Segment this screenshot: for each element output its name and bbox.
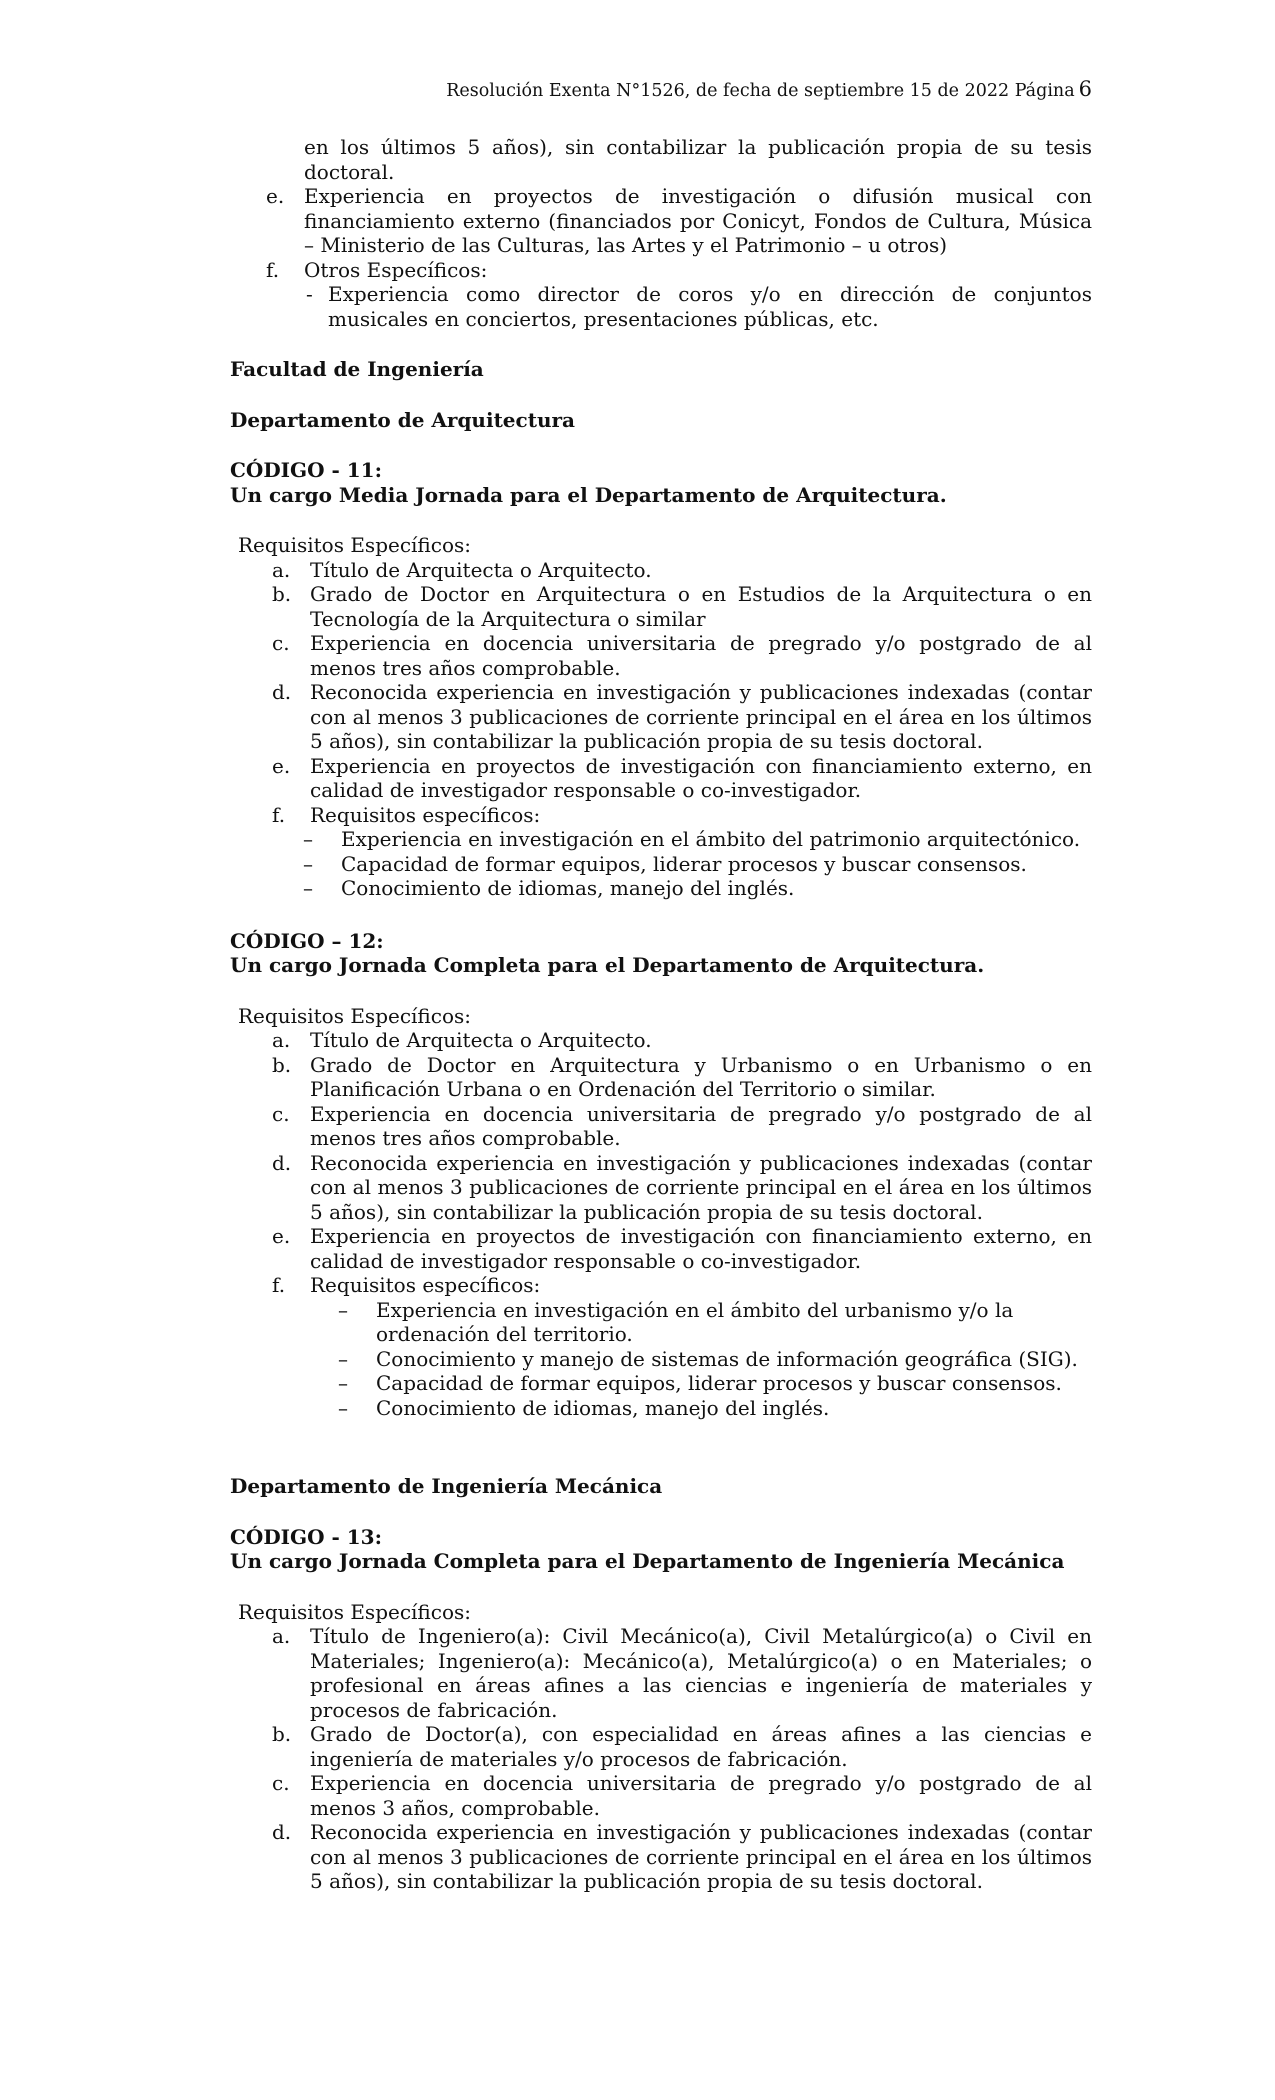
list-marker: e.: [272, 1224, 291, 1248]
list-marker: e.: [266, 184, 285, 208]
list-item: [230, 1371, 1092, 1396]
continuation-paragraph: en los últimos 5 años), sin contabilizar la publicación propia de su tesis doctoral.: [304, 135, 1092, 184]
list-marker: c.: [272, 631, 290, 655]
list-marker: b.: [272, 1052, 292, 1077]
list-marker: f.: [272, 802, 286, 827]
list-item: [230, 1053, 1092, 1102]
list-text: Conocimiento de idiomas, manejo del inglés.: [376, 1395, 830, 1420]
list-text: Grado de Doctor(a), con especialidad en áreas afines a las ciencias e ingeniería de materiales y/o procesos de fabricación.: [310, 1722, 1092, 1771]
list-text: Requisitos específicos:: [310, 1273, 541, 1297]
list-text: Capacidad de formar equipos, liderar procesos y buscar consensos.: [376, 1371, 1062, 1395]
list-marker: d.: [272, 680, 292, 704]
list-marker: a.: [272, 1028, 291, 1052]
position-title: Un cargo Media Jornada para el Departamento de Arquitectura.: [230, 482, 947, 507]
department-heading: Departamento de Ingeniería Mecánica: [230, 1474, 663, 1498]
list-item: [230, 803, 1092, 828]
requirements-label: Requisitos Específicos:: [238, 533, 472, 557]
list-item: [230, 852, 1092, 877]
list-text: Otros Específicos:: [304, 257, 488, 282]
list-marker: –: [303, 876, 313, 900]
position-title: Un cargo Jornada Completa para el Departamento de Arquitectura.: [230, 953, 985, 977]
list-marker: –: [303, 827, 313, 851]
list-marker: f.: [272, 1273, 286, 1297]
list-marker: a.: [272, 1624, 291, 1648]
list-item: [230, 1722, 1092, 1771]
list-item: [230, 1820, 1092, 1894]
list-text: Experiencia en proyectos de investigación o difusión musical con financiamiento externo (financiados por Conicyt, Fondos de Cultura, Música – Ministerio de las Culturas, las Artes y el Patrimonio – u otros): [304, 184, 1092, 257]
list-text: Experiencia en investigación en el ámbito del patrimonio arquitectónico.: [341, 827, 1081, 851]
list-text: Reconocida experiencia en investigación y publicaciones indexadas (contar con al menos 3 publicaciones de corriente principal en el área en los últimos 5 años), sin contabilizar la publicación propia de su tesis doctoral.: [310, 1820, 1092, 1893]
department-heading: Departamento de Arquitectura: [230, 407, 575, 432]
list-text: Experiencia en docencia universitaria de pregrado y/o postgrado de al menos tres años comprobable.: [310, 631, 1092, 680]
code-heading: CÓDIGO – 12:: [230, 928, 384, 953]
list-item: [230, 1771, 1092, 1820]
list-text: Experiencia en docencia universitaria de pregrado y/o postgrado de al menos tres años comprobable.: [310, 1101, 1092, 1150]
list-text: Grado de Doctor en Arquitectura y Urbanismo o en Urbanismo o en Planificación Urbana o en Ordenación del Territorio o similar.: [310, 1052, 1092, 1101]
list-item: [230, 827, 1092, 852]
requirements-label: Requisitos Específicos:: [238, 1003, 472, 1028]
list-text: Experiencia como director de coros y/o en dirección de conjuntos musicales en conciertos, presentaciones públicas, etc.: [328, 282, 1092, 331]
list-marker: e.: [272, 753, 291, 778]
requirements-list: [230, 558, 1092, 901]
list-text: Capacidad de formar equipos, liderar procesos y buscar consensos.: [341, 851, 1027, 876]
list-item: [230, 876, 1092, 901]
page-number: 6: [1078, 77, 1092, 101]
list-text: Requisitos específicos:: [310, 802, 541, 827]
requirements-list: [230, 1624, 1092, 1894]
list-text: Experiencia en investigación en el ámbito del urbanismo y/o la ordenación del territorio.: [376, 1297, 1014, 1346]
list-item: [230, 754, 1092, 803]
list-marker: c.: [272, 1101, 290, 1126]
code-heading: CÓDIGO - 11:: [230, 458, 382, 482]
list-text: Experiencia en docencia universitaria de pregrado y/o postgrado de al menos 3 años, comprobable.: [310, 1771, 1092, 1820]
list-item: [230, 1396, 1092, 1421]
page-header: [446, 77, 1092, 104]
list-text: Título de Arquitecta o Arquitecto.: [310, 1028, 652, 1052]
list-marker: a.: [272, 557, 291, 582]
list-marker: –: [338, 1297, 348, 1322]
list-item: [230, 1347, 1092, 1372]
list-text: Conocimiento de idiomas, manejo del inglés.: [341, 876, 795, 900]
faculty-heading: Facultad de Ingeniería: [230, 357, 484, 381]
list-marker: d.: [272, 1820, 292, 1844]
page-content: [230, 135, 1092, 1894]
list-marker: –: [338, 1395, 348, 1420]
list-marker: –: [303, 851, 313, 876]
requirements-list: [230, 1028, 1092, 1420]
list-item: [230, 1624, 1092, 1722]
requirements-label: Requisitos Específicos:: [238, 1599, 472, 1624]
header-text: Resolución Exenta N°1526, de fecha de septiembre 15 de 2022 Página: [446, 81, 1075, 101]
list-text: Experiencia en proyectos de investigación con financiamiento externo, en calidad de investigador responsable o co-investigador.: [310, 753, 1092, 802]
list-item: [230, 1224, 1092, 1273]
list-item: [230, 582, 1092, 631]
list-item: [230, 558, 1092, 583]
list-text: Experiencia en proyectos de investigación con financiamiento externo, en calidad de investigador responsable o co-investigador.: [310, 1224, 1092, 1273]
list-text: Grado de Doctor en Arquitectura o en Estudios de la Arquitectura o en Tecnología de la Arquitectura o similar: [310, 582, 1092, 631]
list-marker: b.: [272, 1722, 292, 1746]
list-marker: b.: [272, 582, 292, 606]
list-item: [230, 1273, 1092, 1298]
list-text: Título de Ingeniero(a): Civil Mecánico(a), Civil Metalúrgico(a) o Civil en Materiales; Ingeniero(a): Mecánico(a), Metalúrgico(a) o en Materiales; o profesional en áreas afines a las ciencias e ingeniería de materiales y procesos de fabricación.: [310, 1624, 1092, 1722]
list-item: [230, 1102, 1092, 1151]
list-marker: d.: [272, 1150, 292, 1175]
list-item: [230, 282, 1092, 331]
list-item: [230, 1298, 1092, 1347]
list-item: [230, 258, 1092, 283]
position-title: Un cargo Jornada Completa para el Departamento de Ingeniería Mecánica: [230, 1549, 1065, 1573]
list-marker: c.: [272, 1771, 290, 1795]
list-marker: f.: [266, 257, 280, 282]
list-item: [230, 680, 1092, 754]
list-item: [230, 1028, 1092, 1053]
list-item: [230, 184, 1092, 258]
list-item: [230, 1151, 1092, 1225]
list-item: [230, 631, 1092, 680]
list-marker: –: [338, 1346, 348, 1371]
list-text: Reconocida experiencia en investigación y publicaciones indexadas (contar con al menos 3 publicaciones de corriente principal en el área en los últimos 5 años), sin contabilizar la publicación propia de su tesis doctoral.: [310, 1150, 1092, 1224]
list-marker: –: [338, 1371, 348, 1395]
list-marker: -: [306, 282, 313, 306]
code-heading: CÓDIGO - 13:: [230, 1524, 382, 1549]
list-text: Título de Arquitecta o Arquitecto.: [310, 557, 652, 582]
list-text: Conocimiento y manejo de sistemas de información geográfica (SIG).: [376, 1346, 1078, 1371]
list-text: Reconocida experiencia en investigación y publicaciones indexadas (contar con al menos 3 publicaciones de corriente principal en el área en los últimos 5 años), sin contabilizar la publicación propia de su tesis doctoral.: [310, 680, 1092, 753]
